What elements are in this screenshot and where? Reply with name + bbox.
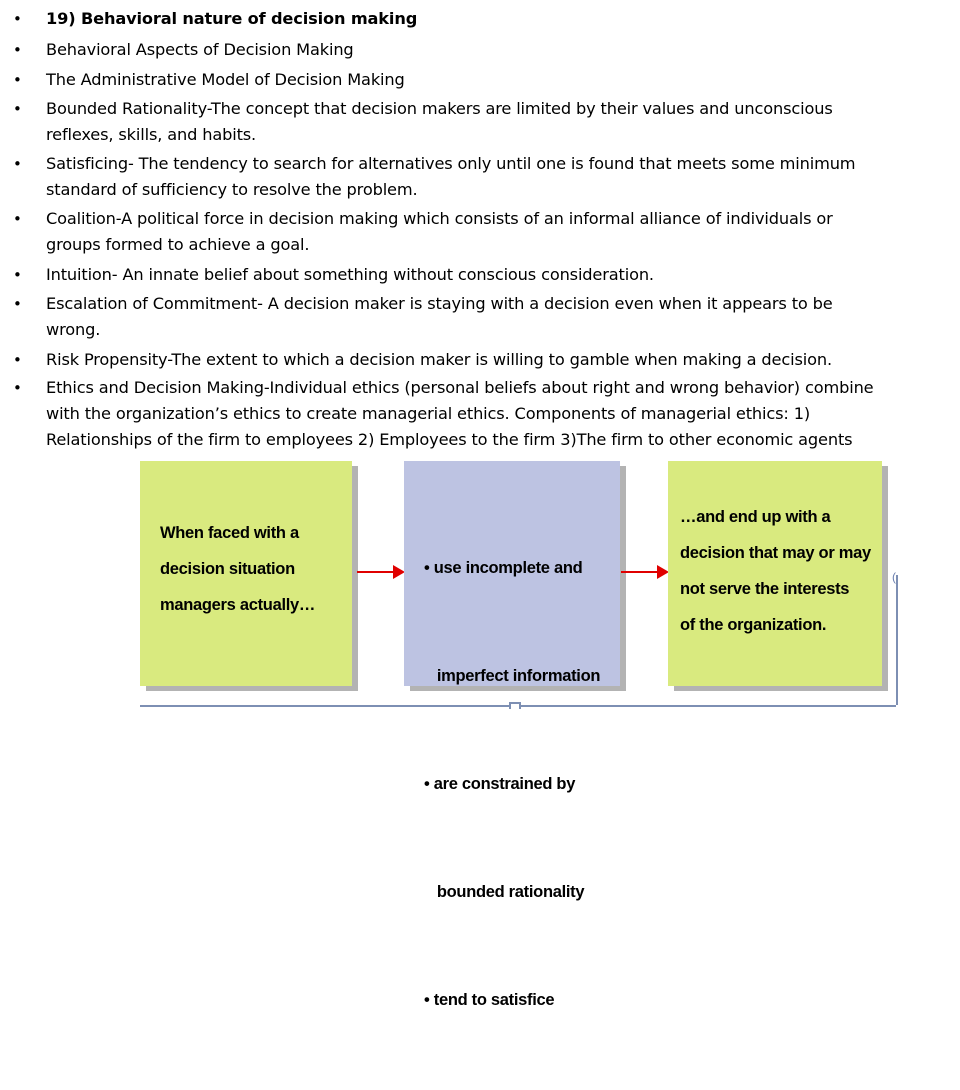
- box-line: decision that may or may: [680, 544, 871, 562]
- bullet-dot: •: [13, 71, 22, 89]
- bullet-dot: •: [13, 351, 22, 369]
- bullet-dot: •: [13, 266, 22, 284]
- bullet-line: wrong.: [46, 320, 101, 339]
- bullet-text: Behavioral Aspects of Decision Making: [46, 40, 354, 59]
- bullet-text: Intuition- An innate belief about something without conscious consideration.: [46, 265, 654, 284]
- frame-mark: (: [892, 570, 896, 584]
- box-line: of the organization.: [680, 616, 827, 634]
- outcome-box: [668, 461, 882, 686]
- behaviors-box: [404, 461, 620, 1009]
- bullet-dot: •: [13, 295, 22, 313]
- bullet-line: Escalation of Commitment- A decision maker is staying with a decision even when it appears to be: [46, 294, 833, 313]
- bullet-line: Satisficing- The tendency to search for alternatives only until one is found that meets some minimum: [46, 154, 856, 173]
- outcome-text: [680, 499, 871, 643]
- frame-edge: [896, 575, 898, 705]
- bullet-dot: •: [13, 155, 22, 173]
- bullet-line: Ethics and Decision Making-Individual ethics (personal beliefs about right and wrong behavior) combine: [46, 378, 874, 397]
- box-line: When faced with a: [160, 524, 299, 542]
- bullet-line: standard of sufficiency to resolve the problem.: [46, 180, 418, 199]
- bullet-dot: •: [13, 100, 22, 118]
- bullet-text: 19) Behavioral nature of decision making: [46, 9, 418, 28]
- box-line: imperfect information: [424, 667, 601, 685]
- arrow-2: [621, 571, 659, 573]
- bullet-dot: •: [13, 10, 22, 28]
- box-line: managers actually…: [160, 596, 316, 614]
- box-line: not serve the interests: [680, 580, 850, 598]
- box-line: …and end up with a: [680, 508, 831, 526]
- bullet-line: Coalition-A political force in decision making which consists of an informal alliance of individuals or: [46, 209, 833, 228]
- bullet-line: Bounded Rationality-The concept that decision makers are limited by their values and unconscious: [46, 99, 833, 118]
- behaviors-text: [424, 478, 600, 1090]
- bullet-line: with the organization’s ethics to create managerial ethics. Components of managerial ethics: 1): [46, 404, 811, 423]
- situation-text: [160, 515, 315, 623]
- bullet-text: The Administrative Model of Decision Making: [46, 70, 405, 89]
- box-line: decision situation: [160, 560, 295, 578]
- bullet-dot: •: [13, 379, 22, 397]
- bullet-line: Relationships of the firm to employees 2) Employees to the firm 3)The firm to other economic agents: [46, 430, 853, 449]
- bullet-dot: •: [13, 41, 22, 59]
- box-line: • are constrained by: [424, 775, 576, 793]
- box-line: • tend to satisfice: [424, 991, 555, 1009]
- bullet-line: groups formed to achieve a goal.: [46, 235, 310, 254]
- frame-notch: [509, 702, 521, 709]
- situation-box: [140, 461, 352, 686]
- bullet-dot: •: [13, 210, 22, 228]
- bullet-text: Risk Propensity-The extent to which a decision maker is willing to gamble when making a decision.: [46, 350, 832, 369]
- bullet-line: reflexes, skills, and habits.: [46, 125, 257, 144]
- arrow-1: [357, 571, 395, 573]
- box-line: • use incomplete and: [424, 559, 583, 577]
- box-line: bounded rationality: [424, 883, 585, 901]
